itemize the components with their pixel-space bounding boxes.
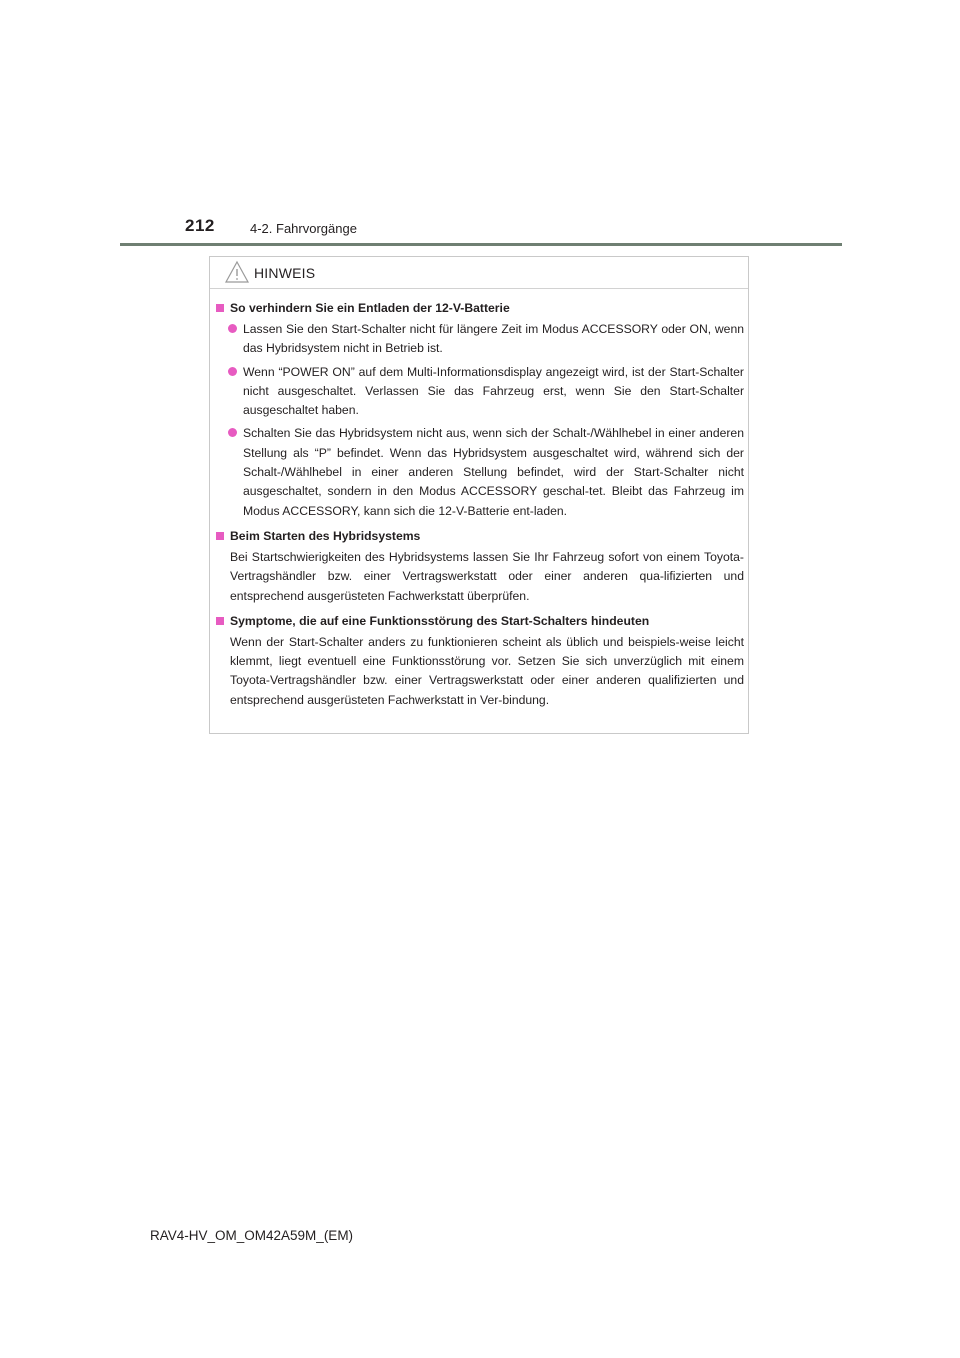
document-code: RAV4-HV_OM_OM42A59M_(EM): [150, 1228, 354, 1243]
section-paragraph: Bei Startschwierigkeiten des Hybridsystems lassen Sie Ihr Fahrzeug sofort von einem Toyota-Vertragshändler bzw. einer Vertragswerkstatt oder einer anderen qua-lifizierten und entsprechend ausgerüsteten Fachwerkstatt überprüfen.: [230, 549, 744, 603]
square-bullet-icon: [216, 617, 224, 625]
section-paragraph: Wenn der Start-Schalter anders zu funktionieren scheint als üblich und beispiels-weise leicht klemmt, liegt eventuell eine Funktionsstörung vor. Setzen Sie sich unverzüglich mit einem Toyota-Vertragshändler bzw. einer Vertragswerkstatt oder einer anderen qualifizierten und entsprechend ausgerüsteten Fachwerkstatt in Ver-bindung.: [230, 634, 744, 707]
circle-bullet-icon: [228, 324, 237, 333]
header-divider: [120, 243, 842, 246]
list-item: Wenn “POWER ON” auf dem Multi-Informationsdisplay angezeigt wird, ist der Start-Schalter nicht ausgeschaltet. Verlassen Sie das Fahrzeug erst, wenn Sie den Start-Schalter ausgeschaltet haben.: [216, 363, 744, 421]
section-title: 4-2. Fahrvorgänge: [250, 221, 357, 236]
square-bullet-icon: [216, 304, 224, 312]
notice-section: [216, 612, 744, 710]
circle-bullet-icon: [228, 367, 237, 376]
page-number: 212: [185, 216, 215, 235]
notice-body: [216, 299, 744, 716]
section-heading: Beim Starten des Hybridsystems: [216, 527, 744, 545]
notice-title: HINWEIS: [254, 265, 316, 281]
notice-header: [210, 257, 748, 289]
notice-box: [209, 256, 749, 734]
warning-triangle-icon: [224, 260, 250, 284]
square-bullet-icon: [216, 532, 224, 540]
notice-section: [216, 527, 744, 606]
list-item: Lassen Sie den Start-Schalter nicht für längere Zeit im Modus ACCESSORY oder ON, wenn das Hybridsystem nicht in Betrieb ist.: [216, 320, 744, 359]
section-heading: So verhindern Sie ein Entladen der 12-V-Batterie: [216, 299, 744, 317]
list-item: Schalten Sie das Hybridsystem nicht aus, wenn sich der Schalt-/Wählhebel in einer anderen Stellung als “P” befindet. Wenn das Hybridsystem ausgeschaltet wird, während sich der Schalt-/Wählhebel in einer anderen Stellung befindet, wird der Start-Schalter nicht ausgeschaltet, sondern in den Modus ACCESSORY geschal-tet. Bleibt das Fahrzeug im Modus ACCESSORY, kann sich die 12-V-Batterie ent-laden.: [216, 424, 744, 520]
circle-bullet-icon: [228, 428, 237, 437]
notice-section: [216, 299, 744, 521]
section-heading: Symptome, die auf eine Funktionsstörung des Start-Schalters hindeuten: [216, 612, 744, 630]
